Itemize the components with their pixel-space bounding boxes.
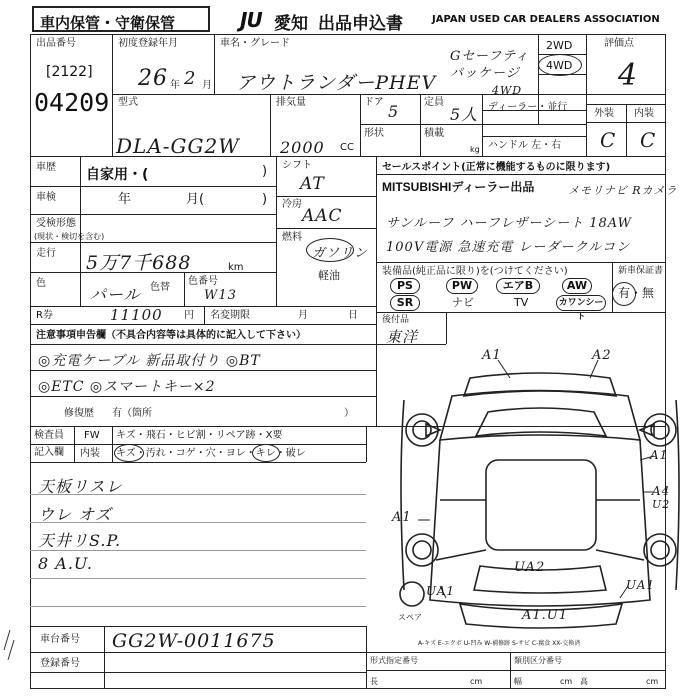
- notes-line-2: ◎ETC ◎スマートキー×2: [38, 379, 216, 395]
- inspection-label: 車検: [36, 192, 56, 203]
- fw-items: キズ・飛石・ヒビ割・リペア跡・X要: [116, 430, 283, 441]
- height-label: 高: [580, 677, 588, 686]
- dealer-brand: MITSUBISHIディーラー出品: [382, 180, 535, 194]
- damage-a4-right: A4: [652, 484, 671, 498]
- damage-ua1-left: UA1: [426, 584, 456, 598]
- mileage-value: 5万7千688: [86, 252, 192, 274]
- color-code-value: W13: [204, 288, 237, 303]
- registration-label: 登録番号: [40, 658, 80, 669]
- inspector-note-1: 天板リスレ: [38, 477, 123, 496]
- capacity-value: 5人: [450, 105, 479, 124]
- wd4-circle: [538, 54, 582, 76]
- warranty-value: 有・無: [618, 286, 655, 300]
- disp-value: 2000: [280, 138, 325, 157]
- warranty-circle: [612, 282, 636, 306]
- history-value: 自家用・(: [86, 167, 149, 183]
- damage-a1u1-bottom: A1.U1: [522, 608, 569, 623]
- r-coupon-value: 11100: [110, 306, 163, 324]
- fuel-label: 燃料: [282, 232, 302, 243]
- type-cert-label: 形式指定番号: [370, 656, 418, 665]
- org-name: 愛知: [274, 14, 308, 34]
- color-value: パール: [90, 285, 141, 304]
- selling-line-2: サンルーフ ハーフレザーシート 18AW: [386, 216, 632, 231]
- notes-title: 注意事項申告欄（不具合内容等は具体的に記入して下さい）: [36, 330, 306, 341]
- ac-value: AAC: [302, 206, 343, 226]
- chassis-value: GG2W-0011675: [112, 630, 276, 652]
- damage-a1-right: A1: [650, 448, 669, 462]
- equip-leather: カワンシート: [556, 295, 606, 311]
- selling-line-1: メモリナビ Rカメラ: [568, 184, 678, 197]
- binder-marks: [0, 0, 30, 700]
- damage-a2-top: A2: [592, 348, 612, 363]
- inspector-note-2: ウレ オズ: [38, 505, 112, 524]
- repair-label: 修復歴: [64, 408, 94, 419]
- damage-ua1-right: UA1: [626, 578, 656, 592]
- lot-sub-number: [2122]: [46, 64, 93, 80]
- class-label: 類別区分番号: [514, 656, 562, 665]
- door-value: 5: [388, 102, 400, 121]
- equip-aw: AW: [562, 278, 592, 294]
- model-label: 車名・グレード: [220, 38, 290, 49]
- selling-title: セールスポイント(正常に機能するものに限ります): [382, 162, 611, 173]
- first-reg-label: 初度登録年月: [118, 38, 178, 49]
- color-code-label: 色番号: [188, 276, 218, 287]
- repair-value: 有（箇所: [112, 408, 152, 419]
- equip-ps: PS: [390, 278, 420, 294]
- aftermarket-value: 東洋: [386, 328, 419, 346]
- dealer-label: ディーラー・並行: [488, 102, 568, 113]
- storage-box: [32, 6, 210, 32]
- capacity-label: 定員: [424, 97, 444, 108]
- fuel-value: ガソリン: [312, 246, 369, 261]
- score-label: 評価点: [604, 38, 634, 49]
- damage-ua2-bottom: UA2: [514, 560, 546, 575]
- reception-sub: (現状・検切を含む): [34, 232, 105, 241]
- notes-line-1: ◎充電ケーブル 新品取付り ◎BT: [38, 353, 261, 369]
- interior-damage-label: 内装: [80, 448, 100, 459]
- brand-name: MITSUBISHI: [382, 180, 452, 194]
- int-circle-1: [114, 444, 144, 462]
- reception-label: 受検形態: [36, 218, 76, 229]
- wd4-option: 4WD: [546, 59, 573, 72]
- ju-logo: JU: [240, 8, 262, 32]
- disp-label: 排気量: [276, 97, 306, 108]
- storage-label: 車内保管・守衛保管: [40, 14, 176, 32]
- selling-line-3: 100V電源 急速充電 レーダークルコン: [386, 240, 631, 255]
- inspector-label: 検査員: [34, 430, 64, 441]
- warranty-label: 新車保証書: [618, 266, 664, 276]
- name-change-label: 名変期限: [210, 310, 250, 321]
- exterior-value: C: [600, 128, 617, 152]
- first-reg-year: 26: [138, 66, 168, 91]
- type-label: 型式: [118, 97, 138, 108]
- exterior-label: 外装: [594, 108, 614, 119]
- damage-a1-left: A1: [392, 510, 412, 525]
- model-name: アウトランダーPHEV: [236, 72, 437, 94]
- interior-label: 内装: [634, 108, 654, 119]
- interior-damage-items: キズ・汚れ・コゲ・穴・ヨレ・キレ・破レ: [116, 448, 306, 459]
- int-circle-2: [252, 444, 280, 462]
- door-label: ドア: [364, 97, 384, 108]
- color-label: 色: [36, 278, 46, 289]
- interior-value: C: [640, 128, 657, 152]
- aftermarket-label: 後付品: [382, 315, 410, 325]
- first-reg-month: 2: [184, 68, 197, 89]
- equip-pw: PW: [446, 278, 478, 294]
- load-label: 積載: [424, 128, 444, 139]
- chassis-label: 車台番号: [40, 634, 80, 645]
- fuel-circle: [306, 238, 354, 262]
- type-value: DLA-GG2W: [116, 134, 240, 158]
- history-label: 車歴: [36, 162, 56, 173]
- grade-name: Gセーフティ パッケージ: [450, 49, 530, 81]
- fw-label: FW: [84, 430, 100, 441]
- lot-number-label: 出品番号: [36, 38, 76, 49]
- ac-label: 冷房: [282, 199, 302, 210]
- color-change-label: 色替: [150, 282, 170, 293]
- wd2-option: 2WD: [546, 39, 573, 52]
- equip-tv: TV: [514, 296, 529, 309]
- equip-navi: ナビ: [452, 296, 474, 309]
- equipment-title: 装備品(純正品に限り)を(つけてください): [382, 266, 568, 277]
- fuel-diesel: 軽油: [318, 269, 340, 282]
- spare-label: スペア: [398, 613, 422, 622]
- handle-label: ハンドル 左・右: [488, 140, 562, 151]
- mileage-label: 走行: [36, 248, 56, 259]
- inspector-note-4: 8 A.U.: [38, 554, 94, 573]
- length-label: 長: [370, 677, 378, 686]
- lot-number: 04209: [34, 88, 110, 117]
- width-label: 幅: [514, 677, 522, 686]
- shift-label: シフト: [282, 160, 312, 171]
- grade-drive: 4WD: [492, 84, 523, 97]
- damage-legend: A-キズ E-エクボ U-凹み W-補修跡 S-サビ C-腐食 XX-交換済: [418, 640, 581, 647]
- equip-airbag: エアB: [496, 278, 540, 294]
- damage-u2-right: U2: [652, 498, 671, 511]
- form-title: 出品申込書: [318, 14, 403, 34]
- equip-sr: SR: [390, 295, 420, 311]
- score-value: 4: [618, 58, 639, 93]
- damage-a1-top: A1: [482, 348, 502, 363]
- inspector-note-3: 天井リS.P.: [38, 531, 122, 550]
- inspector-sub: 記入欄: [34, 447, 64, 458]
- shift-value: AT: [300, 174, 325, 194]
- r-coupon-label: R券: [36, 310, 53, 321]
- association-name: JAPAN USED CAR DEALERS ASSOCIATION: [432, 14, 660, 25]
- shape-label: 形状: [364, 128, 384, 139]
